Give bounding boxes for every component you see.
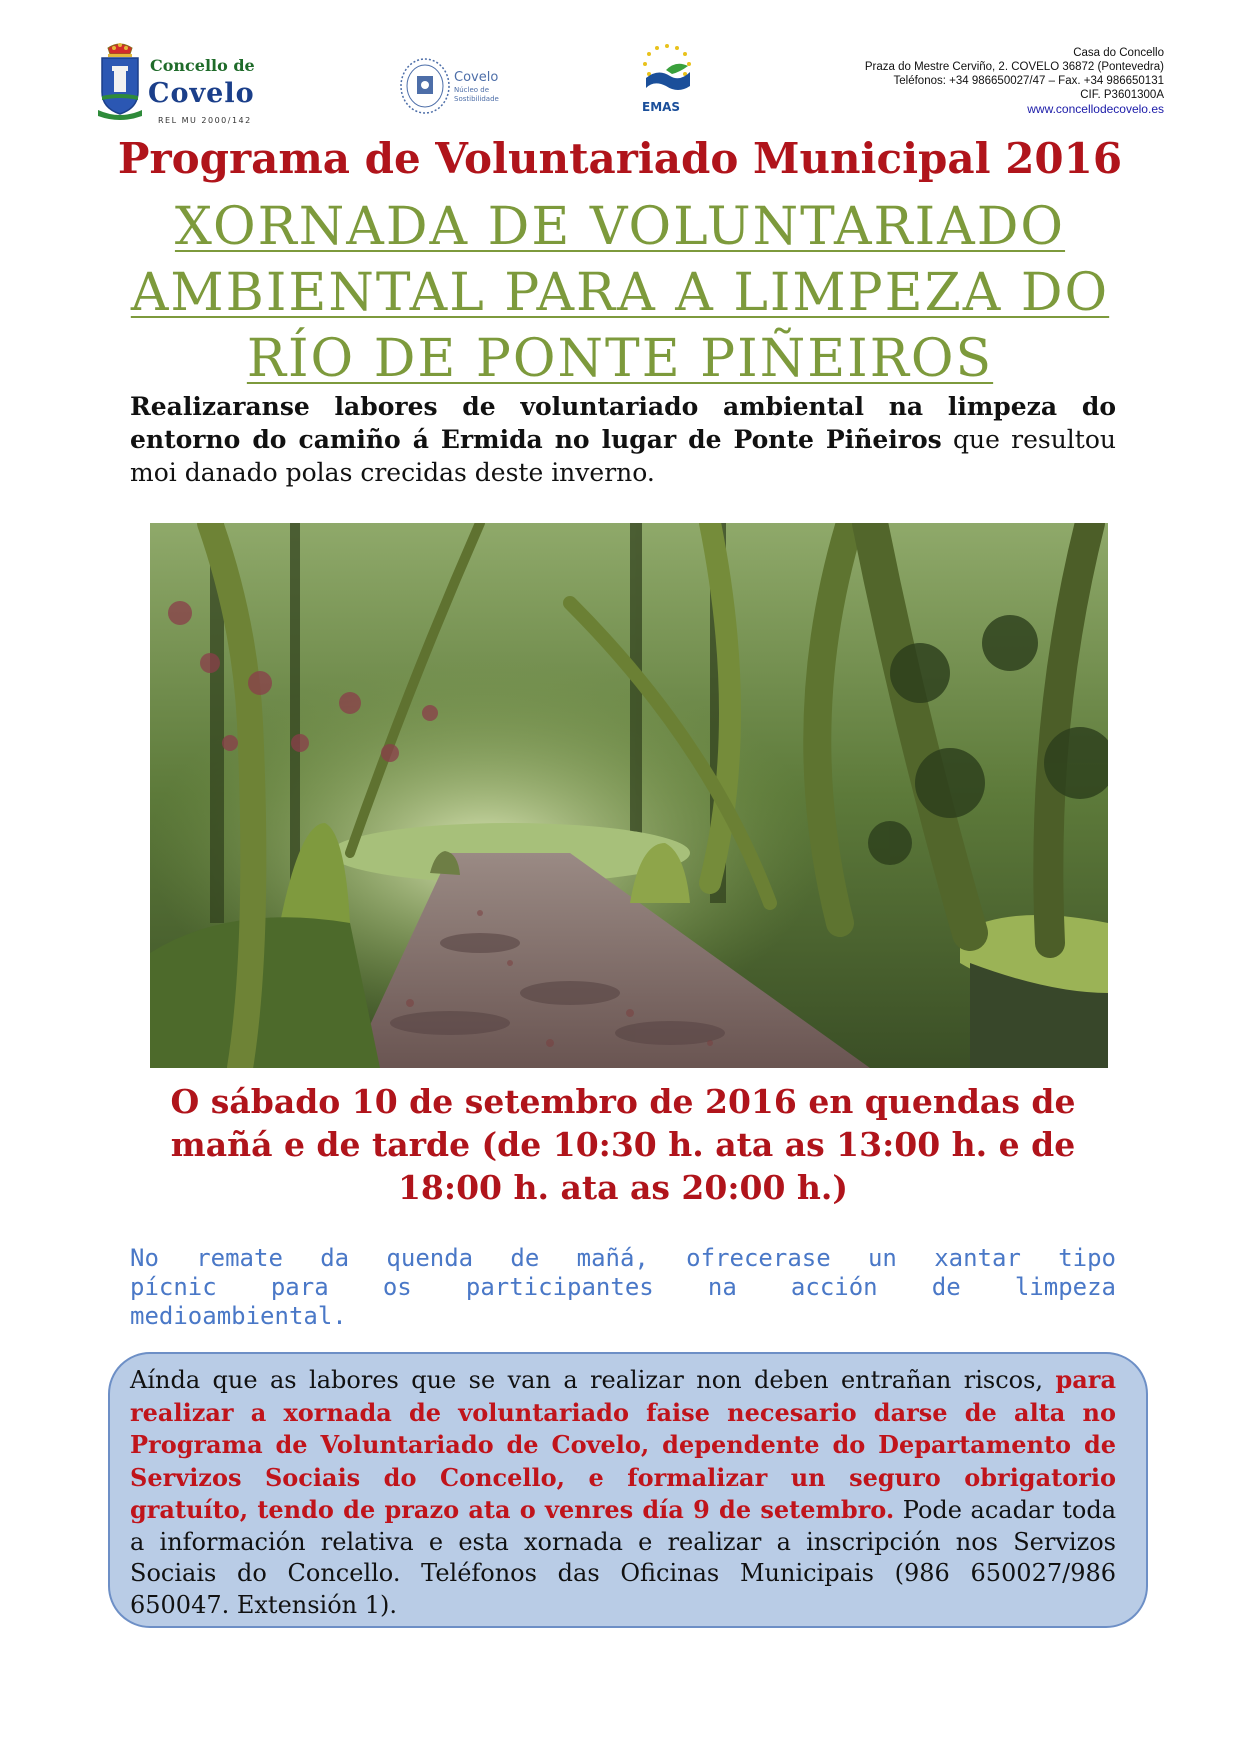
event-title [110, 194, 1130, 392]
schedule-line1: O sábado 10 de setembro de 2016 en quendas de [170, 1082, 1076, 1121]
schedule-block [130, 1080, 1116, 1209]
contact-building: Casa do Concello [1073, 47, 1164, 59]
contact-address: Praza do Mestre Cerviño, 2. COVELO 36872 (Pontevedra) [864, 61, 1164, 73]
nucleo-logo-line1: Covelo [454, 70, 499, 85]
info-part1: Aínda que as labores que se van a realizar non deben entrañan riscos, [130, 1366, 1056, 1394]
event-title-line3: RÍO DE PONTE PIÑEIROS [246, 329, 994, 389]
intro-paragraph [130, 390, 1116, 489]
council-logo [94, 40, 274, 130]
forest-path-photo [150, 523, 1108, 1068]
schedule-line2: mañá e de tarde (de 10:30 h. ata as 13:00 h. e de [170, 1125, 1076, 1164]
emas-logo-label: EMAS [642, 100, 681, 114]
nucleo-logo-line2: Núcleo de Sostibilidade [454, 86, 499, 103]
info-text [130, 1364, 1116, 1621]
event-title-line2: AMBIENTAL PARA A LIMPEZA DO [130, 263, 1110, 323]
schedule-line3: 18:00 h. ata as 20:00 h.) [397, 1168, 849, 1207]
picnic-line1: No remate da quenda de mañá, ofrecerase un xantar tipo [130, 1244, 1116, 1272]
contact-cif: CIF. P3601300A [1080, 89, 1164, 101]
forest-path-image [150, 523, 1108, 1068]
picnic-line3: medioambiental. [130, 1302, 347, 1330]
picnic-line2: pícnic para os participantes na acción de limpeza [130, 1273, 1116, 1301]
council-logo-line1: Concello de [150, 56, 255, 75]
council-logo-line2: Covelo [148, 78, 255, 109]
contact-block [804, 46, 1164, 116]
program-title: Programa de Voluntariado Municipal 2016 [117, 134, 1123, 183]
nucleo-logo [398, 56, 538, 116]
emas-stars-icon [636, 42, 698, 100]
council-shield-icon [94, 40, 146, 122]
council-logo-registry: REL MU 2000/142 [158, 116, 252, 125]
info-part3: Pode acadar toda a información relativa e esta xornada e realizar a inscripción nos Servizos Sociais do Concello. Teléfonos das Oficinas Municipais (986 650027/986 650047. Extensión 1). [130, 1496, 1117, 1619]
picnic-note [130, 1244, 1116, 1331]
info-registration-notice: para realizar a xornada de voluntariado faise necesario darse de alta no Programa de Voluntariado de Covelo, dependente do Departamento de Servizos Sociais do Concello, e formalizar un seguro obrigatorio gratuíto, tendo de prazo ata o venres día 9 de setembro. [130, 1365, 1116, 1524]
emas-logo [636, 42, 698, 118]
event-title-line1: XORNADA DE VOLUNTARIADO [174, 197, 1066, 257]
contact-website-link[interactable]: www.concellodecovelo.es [1027, 102, 1164, 116]
intro-regular: que resultou moi danado polas crecidas deste inverno. [130, 425, 1116, 487]
sustainability-seal-icon [398, 56, 452, 116]
contact-phones: Teléfonos: +34 986650027/47 – Fax. +34 986650131 [893, 75, 1164, 87]
intro-bold: Realizaranse labores de voluntariado ambiental na limpeza do entorno do camiño á Ermida no lugar de Ponte Piñeiros [130, 392, 1116, 454]
